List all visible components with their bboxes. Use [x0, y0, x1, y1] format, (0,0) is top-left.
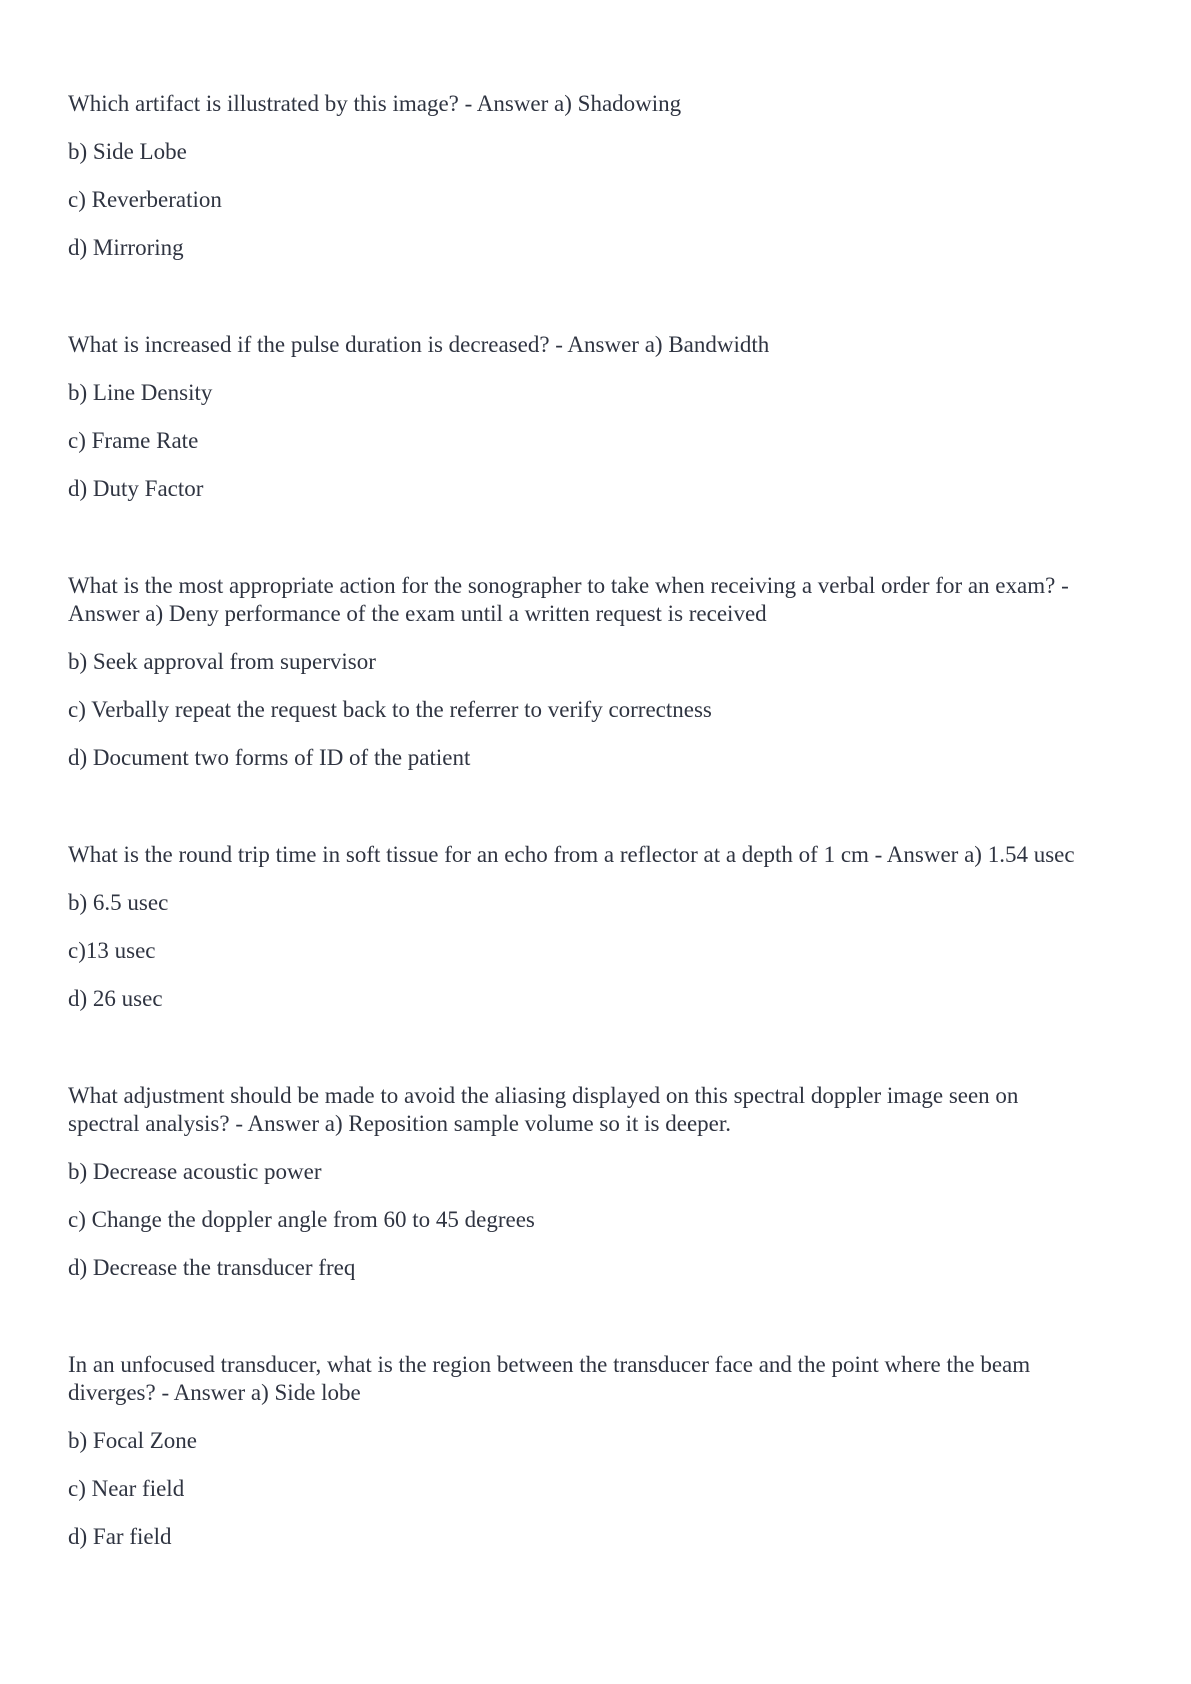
answer-option: b) Line Density: [68, 380, 213, 405]
answer-option: b) 6.5 usec: [68, 890, 169, 915]
question-block-6: [68, 1351, 1138, 1551]
answer-option: b) Decrease acoustic power: [68, 1159, 322, 1184]
document-page: [68, 0, 1138, 1684]
question-block-5: [68, 1082, 1138, 1282]
answer-option: d) Duty Factor: [68, 476, 204, 501]
answer-option: d) Decrease the transducer freq: [68, 1255, 356, 1280]
question-text: What is the round trip time in soft tissue for an echo from a reflector at a depth of 1 cm - Answer a) 1.54 usec: [68, 842, 1075, 867]
question-block-4: [68, 841, 1138, 1013]
question-text-line-1: In an unfocused transducer, what is the region between the transducer face and the point where the beam: [68, 1352, 1031, 1377]
answer-option: d) 26 usec: [68, 986, 163, 1011]
answer-option: d) Far field: [68, 1524, 172, 1549]
question-block-3: [68, 572, 1138, 772]
answer-option: c) Reverberation: [68, 187, 222, 212]
question-text-line-1: What adjustment should be made to avoid the aliasing displayed on this spectral doppler image seen on: [68, 1083, 1019, 1108]
question-text-line-2: Answer a) Deny performance of the exam until a written request is received: [68, 601, 767, 626]
answer-option: c) Verbally repeat the request back to the referrer to verify correctness: [68, 697, 712, 722]
answer-option: d) Document two forms of ID of the patient: [68, 745, 471, 770]
answer-option: c) Change the doppler angle from 60 to 45 degrees: [68, 1207, 535, 1232]
question-block-1: [68, 90, 1138, 262]
question-text-line-2: spectral analysis? - Answer a) Reposition sample volume so it is deeper.: [68, 1111, 732, 1136]
answer-option: b) Focal Zone: [68, 1428, 198, 1453]
question-text-line-2: diverges? - Answer a) Side lobe: [68, 1380, 361, 1405]
question-block-2: [68, 331, 1138, 503]
answer-option: c) Near field: [68, 1476, 185, 1501]
question-text-line-1: What is the most appropriate action for the sonographer to take when receiving a verbal order for an exam? -: [68, 573, 1069, 598]
question-text: Which artifact is illustrated by this image? - Answer a) Shadowing: [68, 91, 682, 116]
answer-option: d) Mirroring: [68, 235, 184, 260]
answer-option: b) Side Lobe: [68, 139, 187, 164]
question-text: What is increased if the pulse duration is decreased? - Answer a) Bandwidth: [68, 332, 770, 357]
answer-option: c) Frame Rate: [68, 428, 199, 453]
answer-option: c)13 usec: [68, 938, 156, 963]
answer-option: b) Seek approval from supervisor: [68, 649, 376, 674]
